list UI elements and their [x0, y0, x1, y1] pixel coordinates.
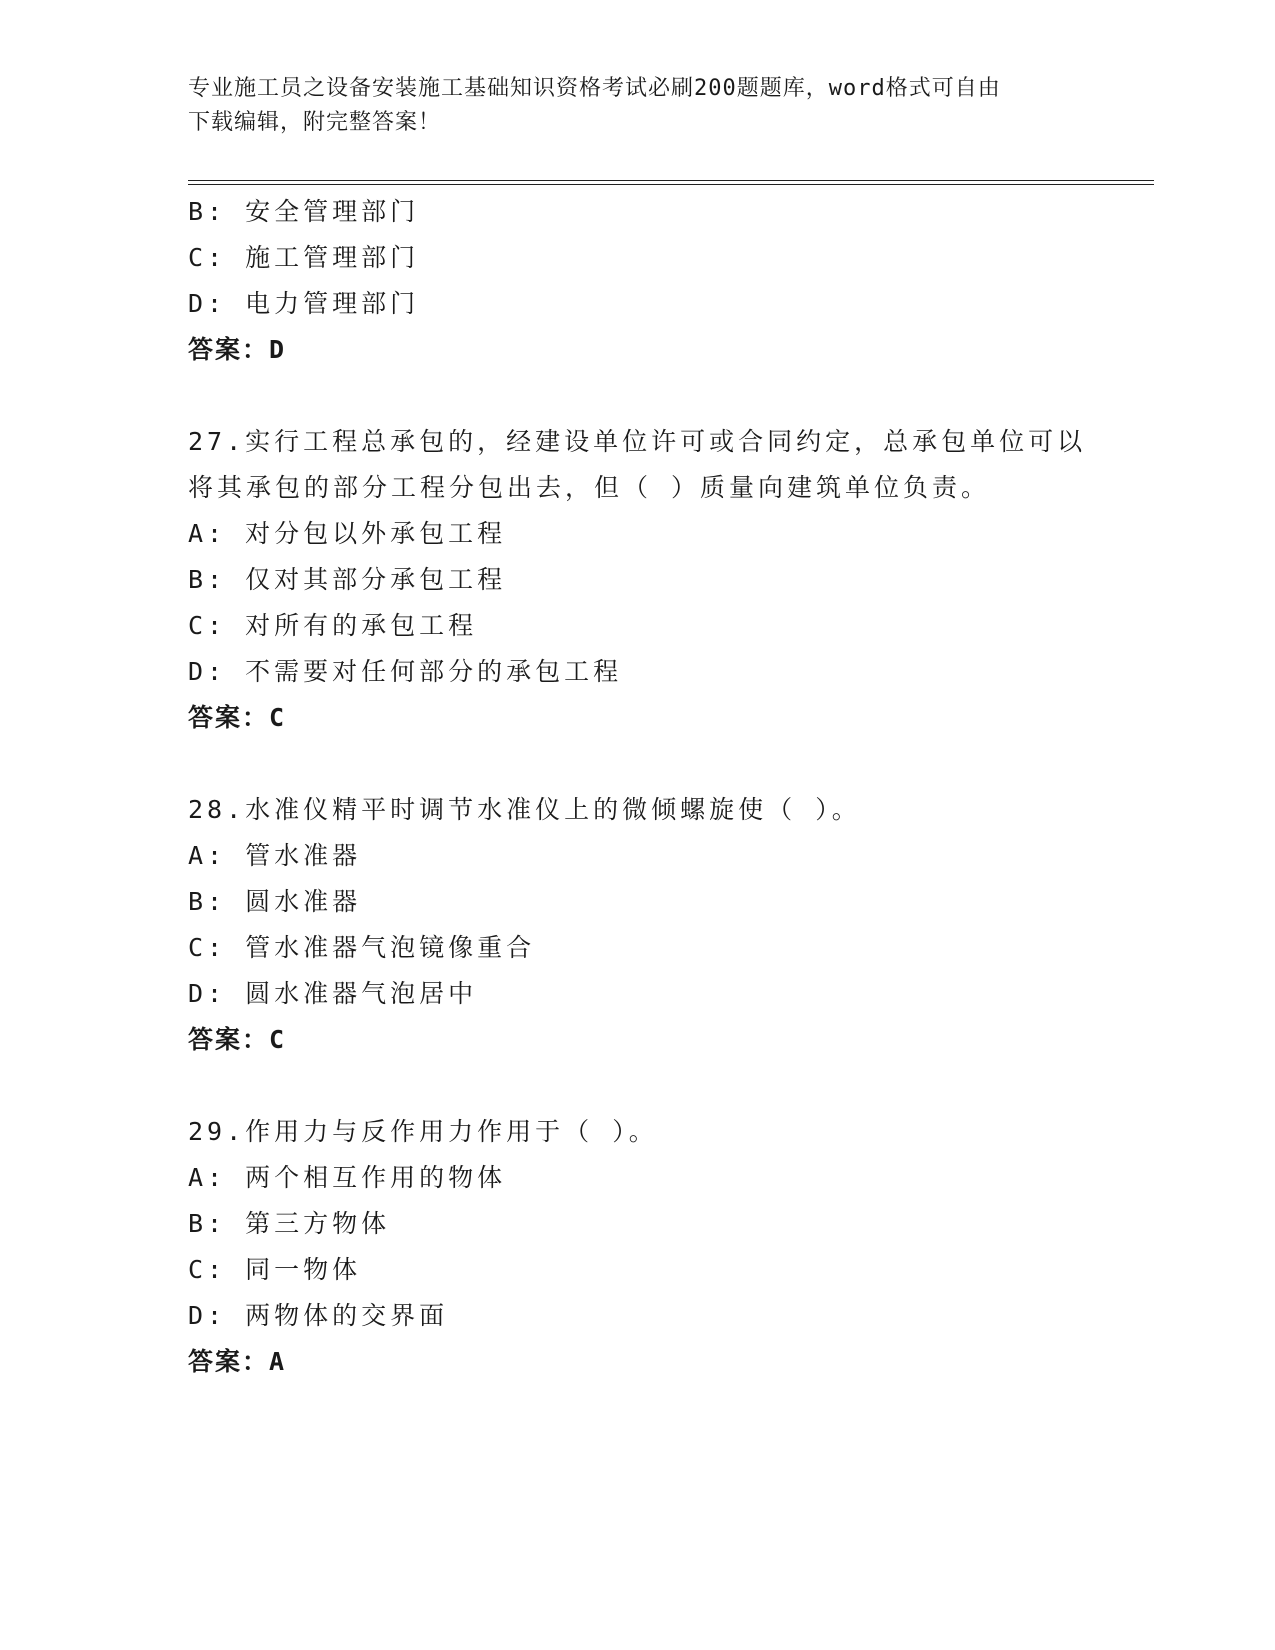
- question-stem: 27.实行工程总承包的，经建设单位许可或合同约定，总承包单位可以: [188, 427, 1087, 456]
- header-rule-bottom: [188, 184, 1154, 185]
- header-line-2: 下载编辑，附完整答案！: [188, 110, 442, 135]
- option-d: D: 圆水准器气泡居中: [188, 979, 478, 1008]
- option-a: A: 对分包以外承包工程: [188, 519, 507, 548]
- prev-question-tail: [188, 189, 1148, 373]
- question-stem: 28.水准仪精平时调节水准仪上的微倾螺旋使（ ）。: [188, 795, 861, 824]
- option-c: C: 管水准器气泡镜像重合: [188, 933, 536, 962]
- question-stem: 29.作用力与反作用力作用于（ ）。: [188, 1117, 658, 1146]
- question-stem: 将其承包的部分工程分包出去，但（ ）质量向建筑单位负责。: [188, 473, 991, 502]
- option-b: B: 第三方物体: [188, 1209, 391, 1238]
- answer-line: 答案：C: [188, 703, 287, 732]
- option-d: D: 两物体的交界面: [188, 1301, 449, 1330]
- spacer: [188, 1063, 1148, 1109]
- answer-line: 答案：A: [188, 1347, 287, 1376]
- header-line-1: 专业施工员之设备安装施工基础知识资格考试必刷200题题库，word格式可自由: [188, 76, 1001, 101]
- question-29: [188, 1109, 1148, 1385]
- header-rule-top: [188, 180, 1154, 181]
- document-header: [188, 72, 1068, 140]
- answer-line: 答案：C: [188, 1025, 287, 1054]
- spacer: [188, 741, 1148, 787]
- question-27: [188, 419, 1148, 741]
- option-a: A: 管水准器: [188, 841, 362, 870]
- option-a: A: 两个相互作用的物体: [188, 1163, 507, 1192]
- spacer: [188, 373, 1148, 419]
- option-d: D: 电力管理部门: [188, 289, 420, 318]
- option-d: D: 不需要对任何部分的承包工程: [188, 657, 623, 686]
- option-b: B: 圆水准器: [188, 887, 362, 916]
- answer-line: 答案：D: [188, 335, 287, 364]
- option-b: B: 安全管理部门: [188, 197, 420, 226]
- option-c: C: 同一物体: [188, 1255, 362, 1284]
- question-28: [188, 787, 1148, 1063]
- option-c: C: 对所有的承包工程: [188, 611, 478, 640]
- option-c: C: 施工管理部门: [188, 243, 420, 272]
- option-b: B: 仅对其部分承包工程: [188, 565, 507, 594]
- document-body: [188, 189, 1148, 1385]
